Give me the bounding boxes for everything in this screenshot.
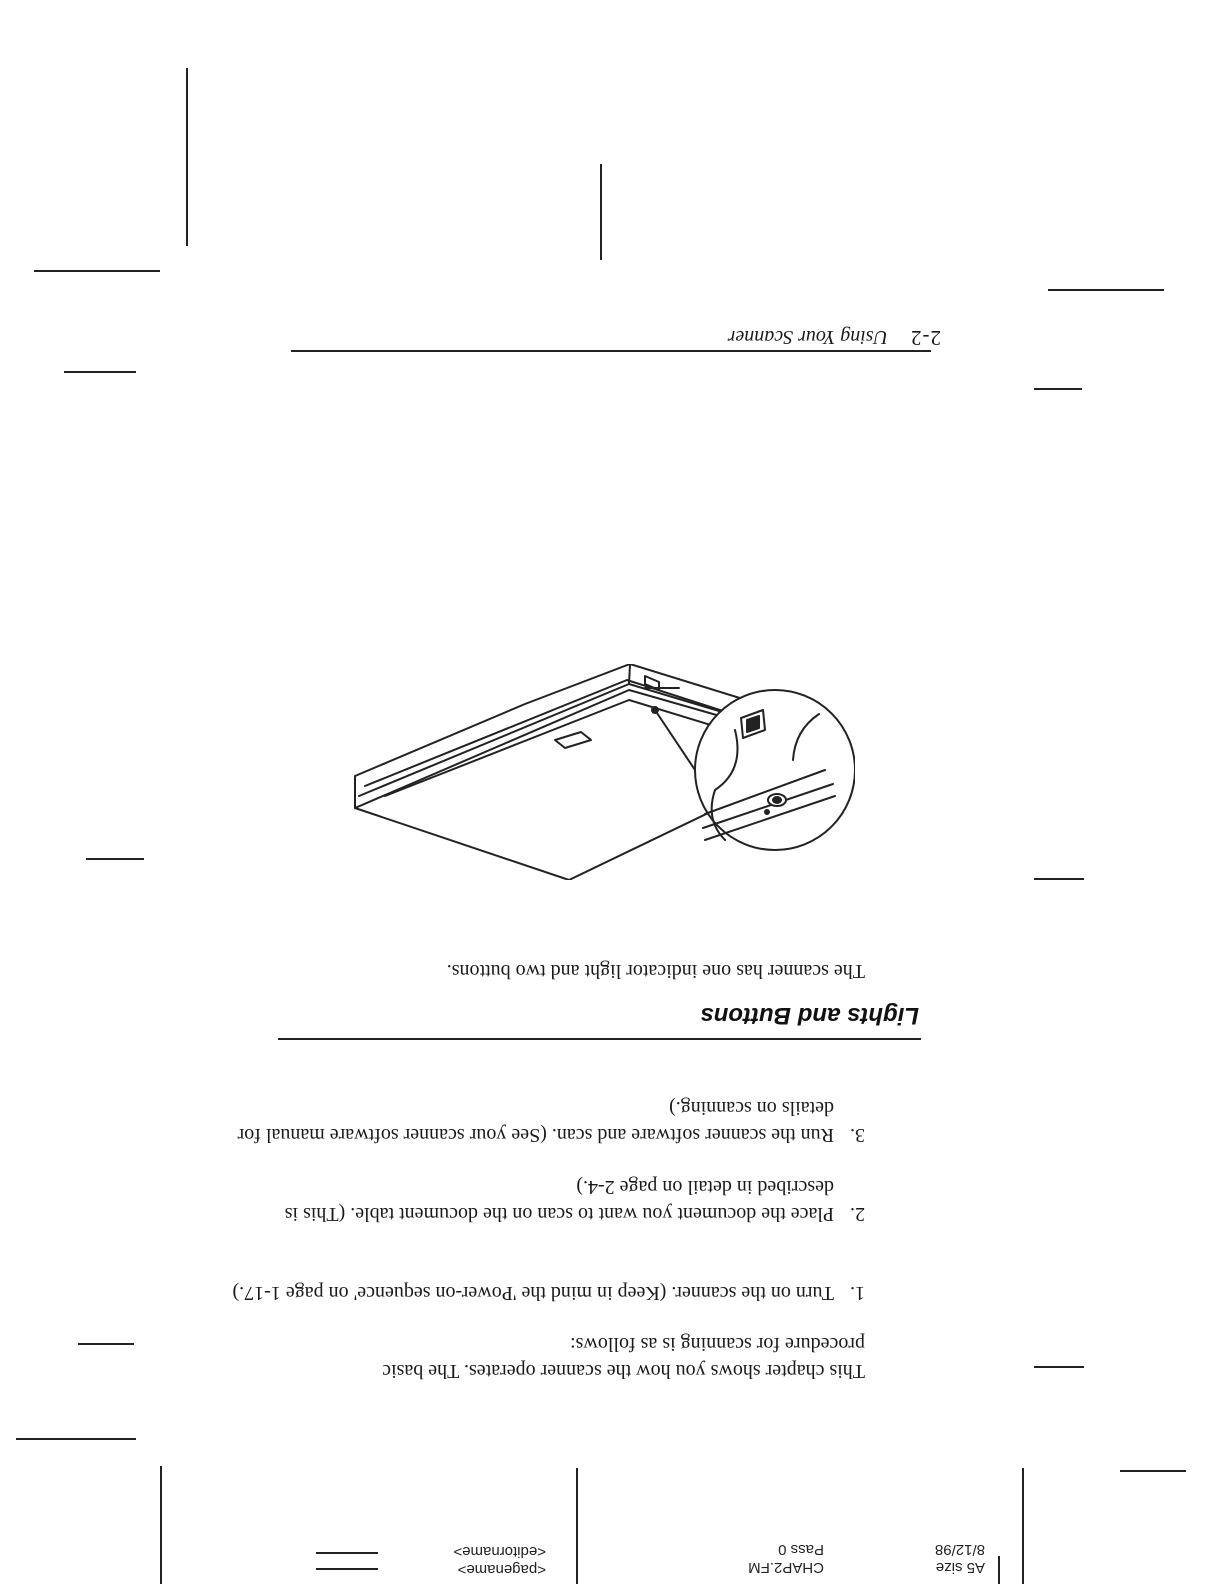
step-2	[205, 1167, 865, 1227]
section-rule	[278, 1038, 921, 1040]
crop-mark	[576, 1468, 578, 1584]
footer-divider	[998, 1556, 1000, 1584]
step-text: Turn on the scanner. (Keep in mind the 'Power-on sequence' on page 1-17.)	[232, 1282, 834, 1304]
crop-mark	[600, 164, 602, 260]
footer-editorname: <editorname>	[453, 1543, 546, 1560]
footer-dash	[316, 1568, 378, 1570]
crop-mark	[186, 68, 188, 246]
crop-mark	[86, 858, 144, 860]
intro-paragraph: This chapter shows you how the scanner operates. The basic procedure for scanning is as follows:	[382, 1333, 865, 1382]
crop-mark	[78, 1343, 134, 1345]
step-3	[205, 1088, 865, 1148]
step-number: 2.	[850, 1203, 865, 1225]
crop-mark	[1034, 388, 1082, 390]
footer-dash	[316, 1552, 378, 1554]
step-number: 1.	[850, 1282, 865, 1304]
crop-mark	[1120, 1470, 1186, 1472]
crop-mark	[160, 1466, 162, 1584]
crop-mark	[1034, 878, 1084, 880]
running-title: Using Your Scanner	[727, 326, 888, 348]
running-head	[728, 325, 941, 350]
crop-mark	[34, 270, 160, 272]
step-1	[205, 1246, 865, 1306]
section-body: The scanner has one indicator light and two buttons.	[446, 960, 865, 982]
footer-date: 8/12/98	[934, 1541, 985, 1558]
crop-mark	[1022, 1468, 1024, 1584]
step-text: Run the scanner software and scan. (See your scanner software manual for details on scanning.)	[237, 1097, 834, 1146]
crop-mark	[64, 371, 136, 373]
running-head-rule	[291, 350, 931, 352]
footer-size: A5 size	[935, 1559, 985, 1576]
footer-pass: Pass 0	[778, 1541, 824, 1558]
footer-pagename: <pagename>	[457, 1561, 546, 1578]
scanner-illustration	[343, 664, 855, 880]
step-text: Place the document you want to scan on the document table. (This is described in detail on page 2-4.)	[284, 1176, 834, 1225]
page-number: 2-2	[910, 326, 941, 350]
crop-mark	[1034, 1366, 1084, 1368]
step-number: 3.	[850, 1124, 865, 1146]
crop-mark	[1048, 289, 1164, 291]
section-heading: Lights and Buttons	[700, 1002, 919, 1029]
footer-file: CHAP2.FM	[748, 1559, 824, 1576]
crop-mark	[16, 1438, 136, 1440]
